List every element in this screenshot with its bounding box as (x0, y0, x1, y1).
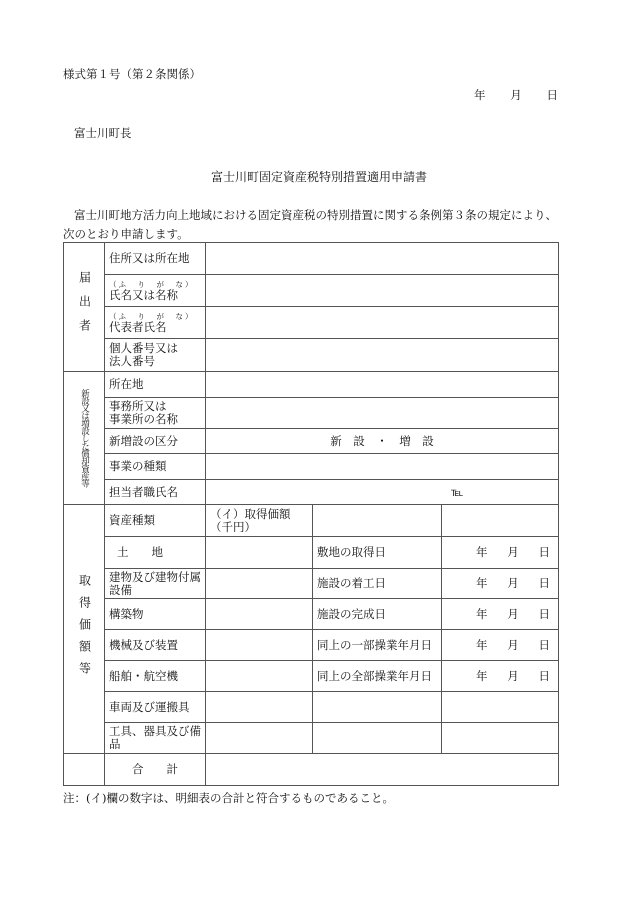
asset-building: 建物及び建物付属設備 (105, 569, 206, 599)
value-vehicles[interactable] (206, 692, 313, 723)
completion-date[interactable]: 年 月 日 (442, 599, 559, 630)
date-header (474, 87, 558, 103)
addressee: 富士川町長 (74, 126, 132, 140)
value-land[interactable] (206, 537, 313, 569)
partial-operation-date[interactable]: 年 月 日 (442, 630, 559, 661)
contact-tel[interactable]: ℡ (206, 480, 559, 505)
full-operation-date[interactable]: 年 月 日 (442, 661, 559, 692)
label-acquisition-value: （イ）取得価額（千円） (206, 505, 313, 537)
site-date[interactable]: 年 月 日 (442, 537, 559, 569)
label-full-operation-date: 同上の全部操業年月日 (313, 661, 442, 692)
section-facility: 新設又は増設した償却資産等 (64, 372, 105, 505)
application-form-table (63, 242, 559, 786)
value-machinery[interactable] (206, 630, 313, 661)
label-representative: （ふ り が な） 代表者氏名 (105, 307, 206, 339)
label-id-number: 個人番号又は 法人番号 (105, 339, 206, 372)
blank-cell (442, 692, 559, 723)
intro-line-2: 次のとおり申請します。 (63, 227, 189, 241)
value-building[interactable] (206, 569, 313, 599)
footnote: 注：(イ)欄の数字は、明細表の合計と符合するものであること。 (63, 791, 394, 805)
label-asset-type: 資産種類 (105, 505, 206, 537)
label-location: 所在地 (105, 372, 206, 398)
business-input[interactable] (206, 454, 559, 480)
month-label: 月 (510, 88, 522, 102)
asset-machinery: 機械及び装置 (105, 630, 206, 661)
blank-cell (442, 723, 559, 754)
label-partial-operation-date: 同上の一部操業年月日 (313, 630, 442, 661)
form-title: 富士川町固定資産税特別措置適用申請書 (211, 170, 428, 184)
asset-structure: 構築物 (105, 599, 206, 630)
total-value[interactable] (206, 754, 559, 786)
name-input[interactable] (206, 275, 559, 307)
location-input[interactable] (206, 372, 559, 398)
label-start-date: 施設の着工日 (313, 569, 442, 599)
blank-cell (313, 692, 442, 723)
category-options[interactable]: 新 設 ・ 増 設 (206, 429, 559, 454)
label-address: 住所又は所在地 (105, 243, 206, 275)
label-contact: 担当者職氏名 (105, 480, 206, 505)
blank-cell (313, 723, 442, 754)
asset-tools: 工具、器具及び備品 (105, 723, 206, 754)
value-tools[interactable] (206, 723, 313, 754)
date-value-blank (442, 505, 559, 537)
asset-vessel-aircraft: 船舶・航空機 (105, 661, 206, 692)
label-completion-date: 施設の完成日 (313, 599, 442, 630)
intro-line-1: 富士川町地方活力向上地域における固定資産税の特別措置に関する条例第３条の規定により、 (74, 208, 557, 222)
start-date[interactable]: 年 月 日 (442, 569, 559, 599)
office-input[interactable] (206, 398, 559, 429)
address-input[interactable] (206, 243, 559, 275)
section-acquisition: 取得価額等 (64, 505, 105, 754)
asset-land: 土 地 (105, 537, 206, 569)
asset-vehicles: 車両及び運搬具 (105, 692, 206, 723)
form-number: 様式第１号（第２条関係） (63, 67, 201, 81)
total-label: 合 計 (105, 754, 206, 786)
label-site-date: 敷地の取得日 (313, 537, 442, 569)
total-spacer (64, 754, 105, 786)
label-office: 事務所又は 事業所の名称 (105, 398, 206, 429)
value-structure[interactable] (206, 599, 313, 630)
label-name: （ふ り が な） 氏名又は名称 (105, 275, 206, 307)
date-header-blank (313, 505, 442, 537)
representative-input[interactable] (206, 307, 559, 339)
section-applicant: 届出者 (64, 243, 105, 372)
value-vessel-aircraft[interactable] (206, 661, 313, 692)
label-business: 事業の種類 (105, 454, 206, 480)
id-number-boxes[interactable] (206, 339, 559, 372)
day-label: 日 (546, 88, 558, 102)
label-category: 新増設の区分 (105, 429, 206, 454)
year-label: 年 (474, 88, 486, 102)
